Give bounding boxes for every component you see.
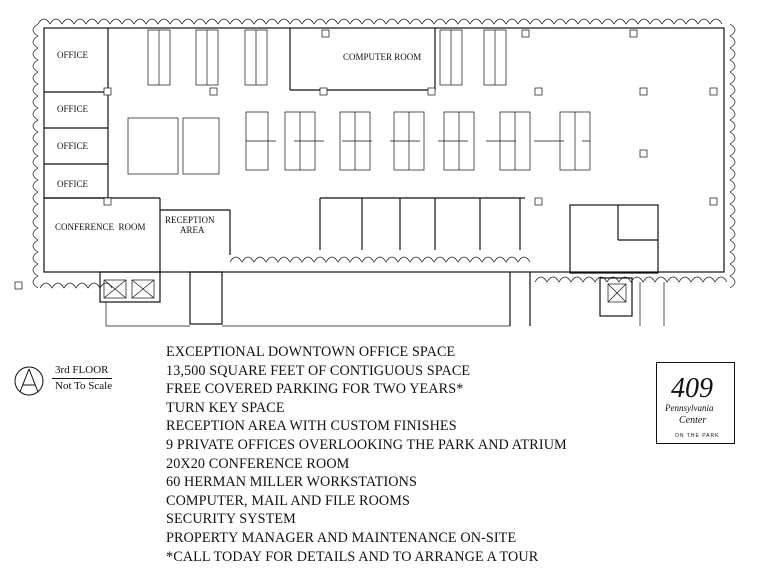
feature-item: RECEPTION AREA WITH CUSTOM FINISHES	[166, 418, 457, 435]
logo-name-line2: Center	[679, 415, 707, 426]
reception-label-line1: RECEPTION	[165, 215, 215, 225]
feature-item: FREE COVERED PARKING FOR TWO YEARS*	[166, 381, 464, 398]
scale-label: Not To Scale	[55, 380, 113, 392]
feature-item: EXCEPTIONAL DOWNTOWN OFFICE SPACE	[166, 344, 456, 360]
computer-room-label: COMPUTER ROOM	[343, 52, 422, 62]
logo-tagline: ON THE PARK	[675, 433, 720, 439]
elevators	[104, 280, 664, 326]
logo-number: 409	[671, 373, 713, 404]
building-walls	[44, 28, 724, 326]
reception-label-line2: AREA	[180, 225, 205, 235]
floor-label: 3rd FLOOR	[55, 364, 109, 376]
office-label-1: OFFICE	[57, 50, 89, 60]
feature-item: TURN KEY SPACE	[166, 399, 285, 416]
office-label-4: OFFICE	[57, 179, 89, 189]
feature-item: 60 HERMAN MILLER WORKSTATIONS	[166, 474, 417, 491]
feature-item: 9 PRIVATE OFFICES OVERLOOKING THE PARK AND ATRIUM	[166, 436, 567, 453]
office-label-3: OFFICE	[57, 141, 89, 151]
office-label-2: OFFICE	[57, 104, 89, 114]
feature-item: *CALL TODAY FOR DETAILS AND TO ARRANGE A TOUR	[166, 548, 539, 565]
feature-item: 13,500 SQUARE FEET OF CONTIGUOUS SPACE	[166, 362, 471, 379]
feature-item: COMPUTER, MAIL AND FILE ROOMS	[166, 492, 410, 509]
feature-list	[166, 343, 567, 566]
logo-name-line1: Pennsylvania	[665, 403, 714, 413]
scale-divider	[52, 378, 112, 379]
building-logo	[656, 362, 735, 444]
feature-item: SECURITY SYSTEM	[166, 511, 296, 528]
feature-item: PROPERTY MANAGER AND MAINTENANCE ON-SITE	[166, 529, 517, 546]
feature-item: 20X20 CONFERENCE ROOM	[166, 455, 350, 472]
conference-room-label: CONFERENCE ROOM	[55, 222, 146, 232]
